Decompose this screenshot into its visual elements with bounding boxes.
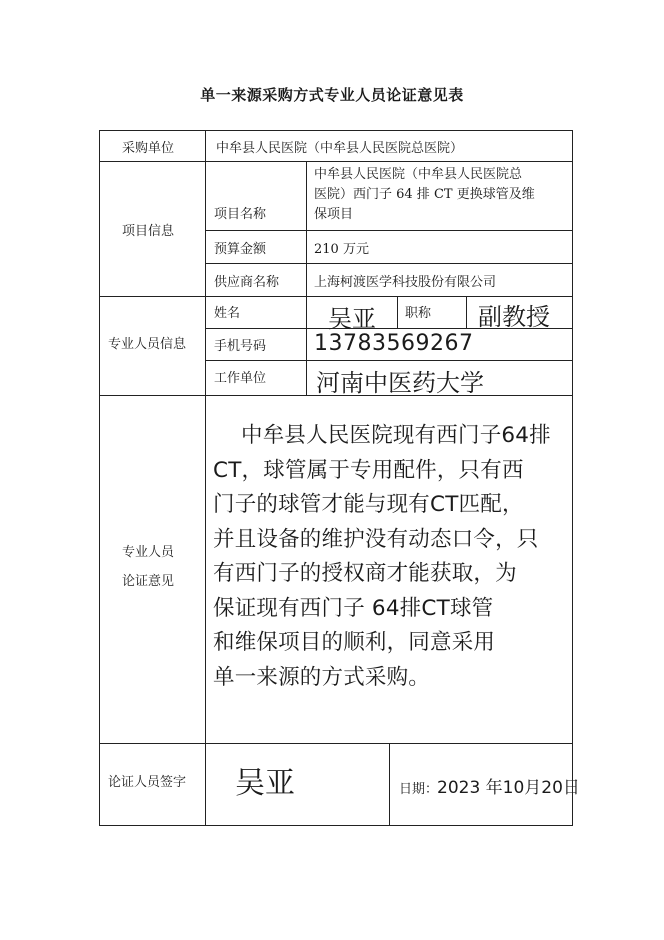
project-name-label: 项目名称 [214, 207, 267, 222]
purchase-unit-value: 中牟县人民医院（中牟县人民医院总医院） [216, 141, 464, 156]
column-divider [205, 130, 206, 826]
project-name-value [314, 165, 535, 225]
name-value-handwritten: 吴亚 [328, 305, 376, 333]
project-info-label: 项目信息 [122, 224, 175, 239]
opinion-line: CT，球管属于专用配件，只有西 [213, 457, 524, 483]
opinion-handwritten-text [213, 419, 561, 695]
opinion-label-line1: 专业人员 [122, 545, 175, 560]
workplace-value-handwritten: 河南中医药大学 [316, 369, 484, 397]
supplier-label: 供应商名称 [214, 275, 280, 290]
column-divider [389, 743, 390, 826]
supplier-value: 上海柯渡医学科技股份有限公司 [314, 275, 497, 290]
row-divider [205, 230, 573, 231]
table-border-top [99, 130, 573, 131]
document-title: 单一来源采购方式专业人员论证意见表 [200, 86, 464, 104]
column-divider [306, 161, 307, 396]
signature-handwritten: 吴亚 [235, 766, 295, 801]
title-label: 职称 [405, 306, 432, 321]
table-border-bottom [99, 825, 573, 826]
opinion-line: 单一来源的方式采购。 [213, 664, 431, 690]
project-name-line: 医院）西门子 64 排 CT 更换球管及维 [314, 187, 535, 202]
opinion-line: 有西门子的授权商才能获取，为 [213, 561, 517, 586]
row-divider [205, 263, 573, 264]
column-divider [397, 296, 398, 329]
purchase-unit-label: 采购单位 [122, 141, 175, 156]
opinion-line: 和维保项目的顺利，同意采用 [213, 630, 496, 655]
opinion-label-line2: 论证意见 [122, 574, 175, 589]
project-name-line: 中牟县人民医院（中牟县人民医院总 [314, 167, 523, 182]
table-border-right [572, 130, 573, 826]
project-name-line: 保项目 [314, 207, 354, 222]
row-divider [205, 360, 573, 361]
row-divider [99, 161, 573, 162]
phone-label: 手机号码 [214, 339, 267, 354]
budget-label: 预算金额 [214, 242, 267, 257]
opinion-line: 门子的球管才能与现有CT匹配， [213, 492, 524, 517]
date-value-handwritten: 2023 年10月20日 [437, 778, 580, 798]
title-value-handwritten: 副教授 [478, 303, 550, 331]
date-label: 日期： [399, 782, 439, 797]
expert-info-label: 专业人员信息 [108, 337, 187, 352]
budget-value: 210 万元 [314, 242, 369, 257]
opinion-line: 中牟县人民医院现有西门子64排 [241, 423, 551, 448]
row-divider [99, 743, 573, 744]
workplace-label: 工作单位 [214, 371, 267, 386]
table-border-left [99, 130, 100, 826]
opinion-line: 保证现有西门子 64排CT球管 [213, 595, 494, 621]
phone-value-handwritten: 13783569267 [314, 331, 474, 356]
opinion-line: 并且设备的维护没有动态口令，只 [213, 526, 539, 552]
signature-label: 论证人员签字 [108, 775, 187, 790]
name-label: 姓名 [214, 306, 241, 321]
column-divider [466, 296, 467, 329]
